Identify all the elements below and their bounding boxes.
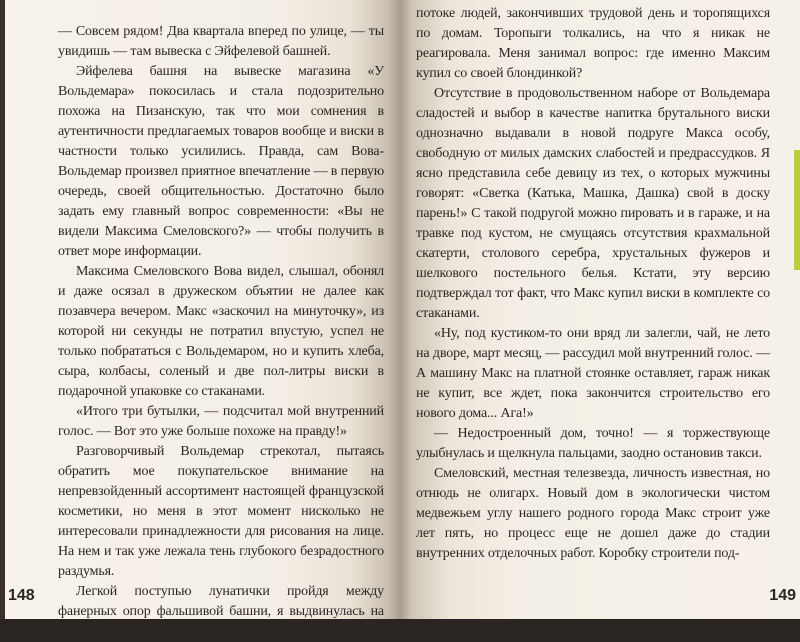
paragraph: «Ну, под кустиком-то они вряд ли залегли, чай, не лето на дворе, март месяц, — рассудил мой внутренний голос. — А машину Макс на платной стоянке оставляет, гараж никак не купит, все ждет, пока закончится строительство его нового дома... Ага!» [416, 326, 770, 421]
right-page-text [416, 4, 770, 564]
page-number: 148 [8, 587, 35, 604]
page-number: 149 [769, 587, 796, 604]
paragraph: — Недостроенный дом, точно! — я торжествующе улыбнулась и щелкнула пальцами, заодно остановив такси. [416, 426, 770, 461]
page-edge-shadow [0, 0, 5, 619]
paragraph: Отсутствие в продовольственном наборе от Вольдемара сладостей и выбор в качестве напитка брутального виски однозначно выдавали в новой подруге Макса особу, свободную от милых дамских слабостей и предрассудков. Я ясно представила себе девицу из тех, о которых мужчины говорят: «Светка (Катька, Машка, Дашка) свой в доску парень!» С такой подругой можно пировать и в гараже, и на травке под кустом, не смущаясь отсутствия крахмальной скатерти, столового серебра, хрустальных фужеров и шелкового постельного белья. Кстати, эту версию подтверждал тот факт, что Макс купил виски в комплекте со стаканами. [416, 86, 770, 321]
paragraph: Максима Смеловского Вова видел, слышал, обонял и даже осязал в дружеском объятии не далее как позавчера вечером. Макс «заскочил на минуточку», из которой ни секунды не потратил впустую, успел не только побрататься с Вольдемаром, но и купить хлеба, сыра, колбасы, соленый и две пол-литры виски в подарочной упаковке со стаканами. [58, 264, 384, 399]
right-page [400, 0, 800, 619]
left-page [0, 0, 400, 639]
paragraph: — Совсем рядом! Два квартала вперед по улице, — ты увидишь — там вывеска с Эйфелевой башней. [58, 24, 384, 59]
paragraph: «Итого три бутылки, — подсчитал мой внутренний голос. — Вот это уже больше похоже на правду!» [58, 404, 384, 439]
paragraph: Эйфелева башня на вывеске магазина «У Вольдемара» покосилась и стала подозрительно похожа на Пизанскую, так что мои сомнения в аутентичности предлагаемых товаров вообще и виски в частности только усилились. Правда, сам Вова-Вольдемар произвел приятное впечатление — в первую очередь, своей общительностью. Достаточно было задать ему главный вопрос современности: «Вы не видели Максима Смеловского?» — чтобы получить в ответ море информации. [58, 64, 384, 259]
paragraph: Разговорчивый Вольдемар стрекотал, пытаясь обратить мое покупательское внимание на непревзойденный ассортимент настоящей французской косметики, но меня в этот момент нисколько не интересовали принадлежности для рисования на лице. На нем и так уже лежала тень глубокого безрадостного раздумья. [58, 444, 384, 579]
left-page-text [58, 22, 384, 642]
paragraph: Легкой поступью лунатички пройдя между фанерных опор фальшивой башни, я выдвинулась на улицу и замороженным айсбергом поплыла в [58, 584, 384, 639]
paragraph: потоке людей, закончивших трудовой день и торопящихся по домам. Торопыги толкались, на что я никак не реагировала. Меня занимал вопрос: где именно Максим купил со своей блондинкой? [416, 6, 770, 81]
page-edge-marker [794, 150, 800, 270]
paragraph: Смеловский, местная телезвезда, личность известная, но отнюдь не олигарх. Новый дом в экологически чистом медвежьем углу нашего родного города Макс строит уже лет пять, но процесс еще не дошел даже до стадии внутренних отделочных работ. Коробку строители под- [416, 466, 770, 561]
